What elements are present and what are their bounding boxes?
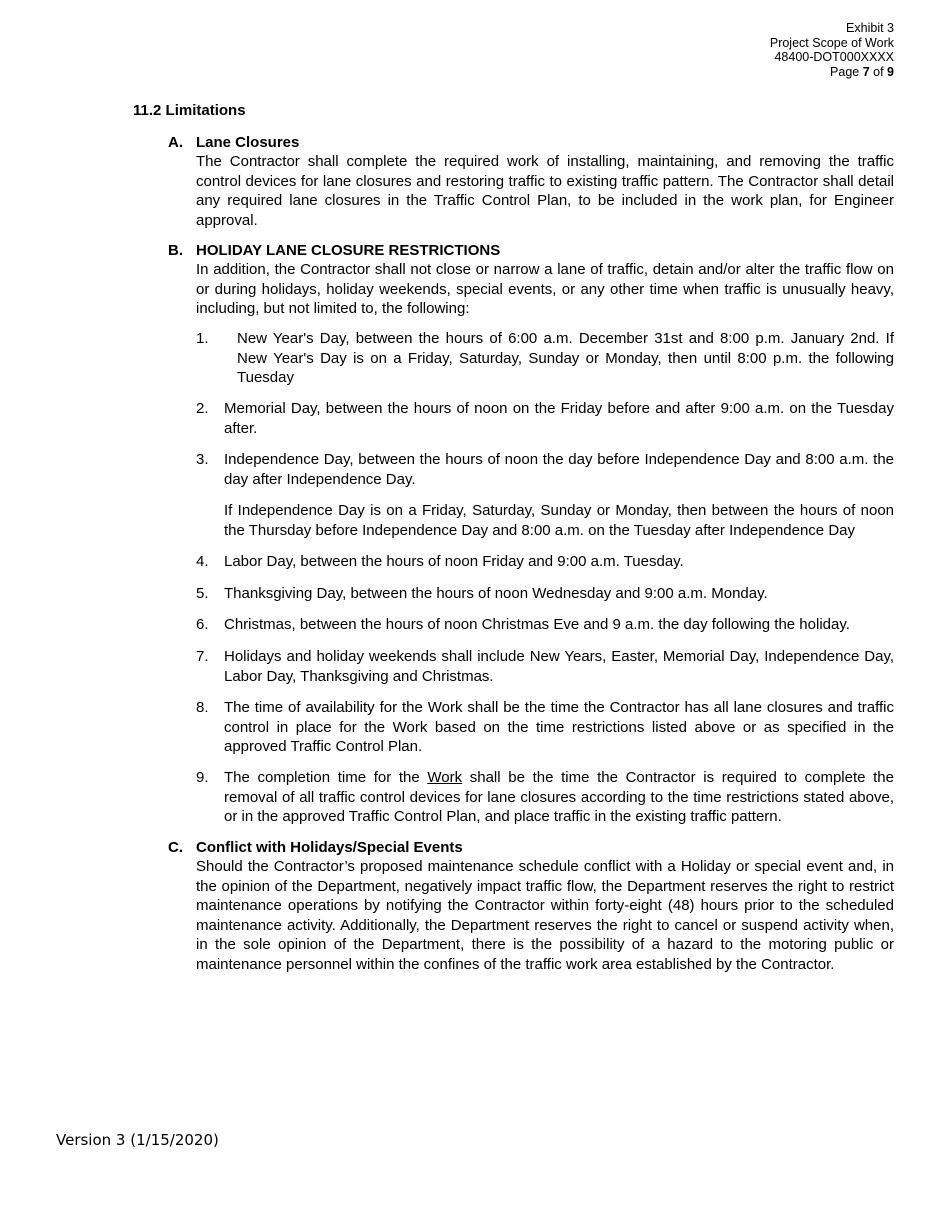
section-a-body: The Contractor shall complete the required work of installing, maintaining, and removing the traffic control devices for lane closures and restoring traffic to existing traffic pattern. The Contractor shall detail any required lane closures in the Traffic Control Plan, to be included in the work plan, for Engineer approval.: [196, 153, 894, 229]
section-b-body: In addition, the Contractor shall not close or narrow a lane of traffic, detain and/or alter the traffic flow on or during holidays, holiday weekends, special events, or any other time when traffic is unusually heavy, including, but not limited to, the following:: [196, 261, 894, 317]
list-item-number: 4.: [196, 553, 209, 570]
section-c-letter: C.: [168, 839, 183, 856]
section-b-title: HOLIDAY LANE CLOSURE RESTRICTIONS: [196, 242, 501, 259]
list-item-text: The completion time for the Work shall be the time the Contractor is required to complete the removal of all traffic control devices for lane closures according to the time restrictions stated above, or in the approved Traffic Control Plan, and place traffic in the existing traffic pattern.: [224, 769, 894, 825]
list-item-text: Christmas, between the hours of noon Christmas Eve and 9 a.m. the day following the holiday.: [224, 616, 850, 633]
list-item-text: Holidays and holiday weekends shall include New Years, Easter, Memorial Day, Independence Day, Labor Day, Thanksgiving and Christmas.: [224, 648, 894, 685]
section-b-letter: B.: [168, 242, 183, 259]
list-item-text: The time of availability for the Work shall be the time the Contractor has all lane closures and traffic control in place for the Work based on the time restrictions listed above or as specified in the approved Traffic Control Plan.: [224, 699, 894, 755]
list-item-extra-text: If Independence Day is on a Friday, Saturday, Sunday or Monday, then between the hours of noon the Thursday before Independence Day and 8:00 a.m. on the Tuesday after Independence Day: [224, 502, 894, 539]
list-item-text: Thanksgiving Day, between the hours of noon Wednesday and 9:00 a.m. Monday.: [224, 585, 768, 602]
list-item-number: 3.: [196, 451, 209, 468]
version-footer: Version 3 (1/15/2020): [56, 1131, 219, 1149]
section-c-body: Should the Contractor’s proposed maintenance schedule conflict with a Holiday or special event and, in the opinion of the Department, negatively impact traffic flow, the Department reserves the right to restrict maintenance operations by notifying the Contractor within forty-eight (48) hours prior to the scheduled maintenance activity. Additionally, the Department reserves the right to cancel or suspend activity when, in the sole opinion of the Department, there is the possibility of a hazard to the motoring public or maintenance personnel within the confines of the traffic work area established by the Contractor.: [196, 858, 894, 973]
document-title: Project Scope of Work: [769, 35, 894, 50]
section-c-title: Conflict with Holidays/Special Events: [196, 839, 463, 856]
list-item-text: New Year's Day, between the hours of 6:00 a.m. December 31st and 8:00 p.m. January 2nd. If New Year's Day is on a Friday, Saturday, Sunday or Monday, then until 8:00 p.m. the following Tuesday: [237, 330, 894, 386]
exhibit-label: Exhibit 3: [846, 21, 894, 35]
list-item-text: Independence Day, between the hours of noon the day before Independence Day and 8:00 a.m. the day after Independence Day.: [224, 451, 894, 488]
list-item-number: 5.: [196, 585, 209, 602]
list-item-number: 8.: [196, 699, 209, 716]
list-item-text: Memorial Day, between the hours of noon on the Friday before and after 9:00 a.m. on the Tuesday after.: [224, 400, 894, 437]
work-underlined-term: Work: [427, 769, 463, 786]
section-title: 11.2 Limitations: [133, 102, 246, 119]
list-item-number: 7.: [196, 648, 209, 665]
list-item-number: 9.: [196, 769, 209, 786]
list-item-number: 6.: [196, 616, 209, 633]
page-header: [770, 21, 894, 79]
list-item-number: 2.: [196, 400, 209, 417]
page-number: Page 7 of 9: [830, 64, 894, 79]
section-a-title: Lane Closures: [196, 134, 300, 151]
document-number: 48400-DOT000XXXX: [774, 50, 894, 65]
list-item-text: Labor Day, between the hours of noon Friday and 9:00 a.m. Tuesday.: [224, 553, 684, 570]
list-item-number: 1.: [196, 330, 209, 347]
section-a-letter: A.: [168, 134, 183, 151]
